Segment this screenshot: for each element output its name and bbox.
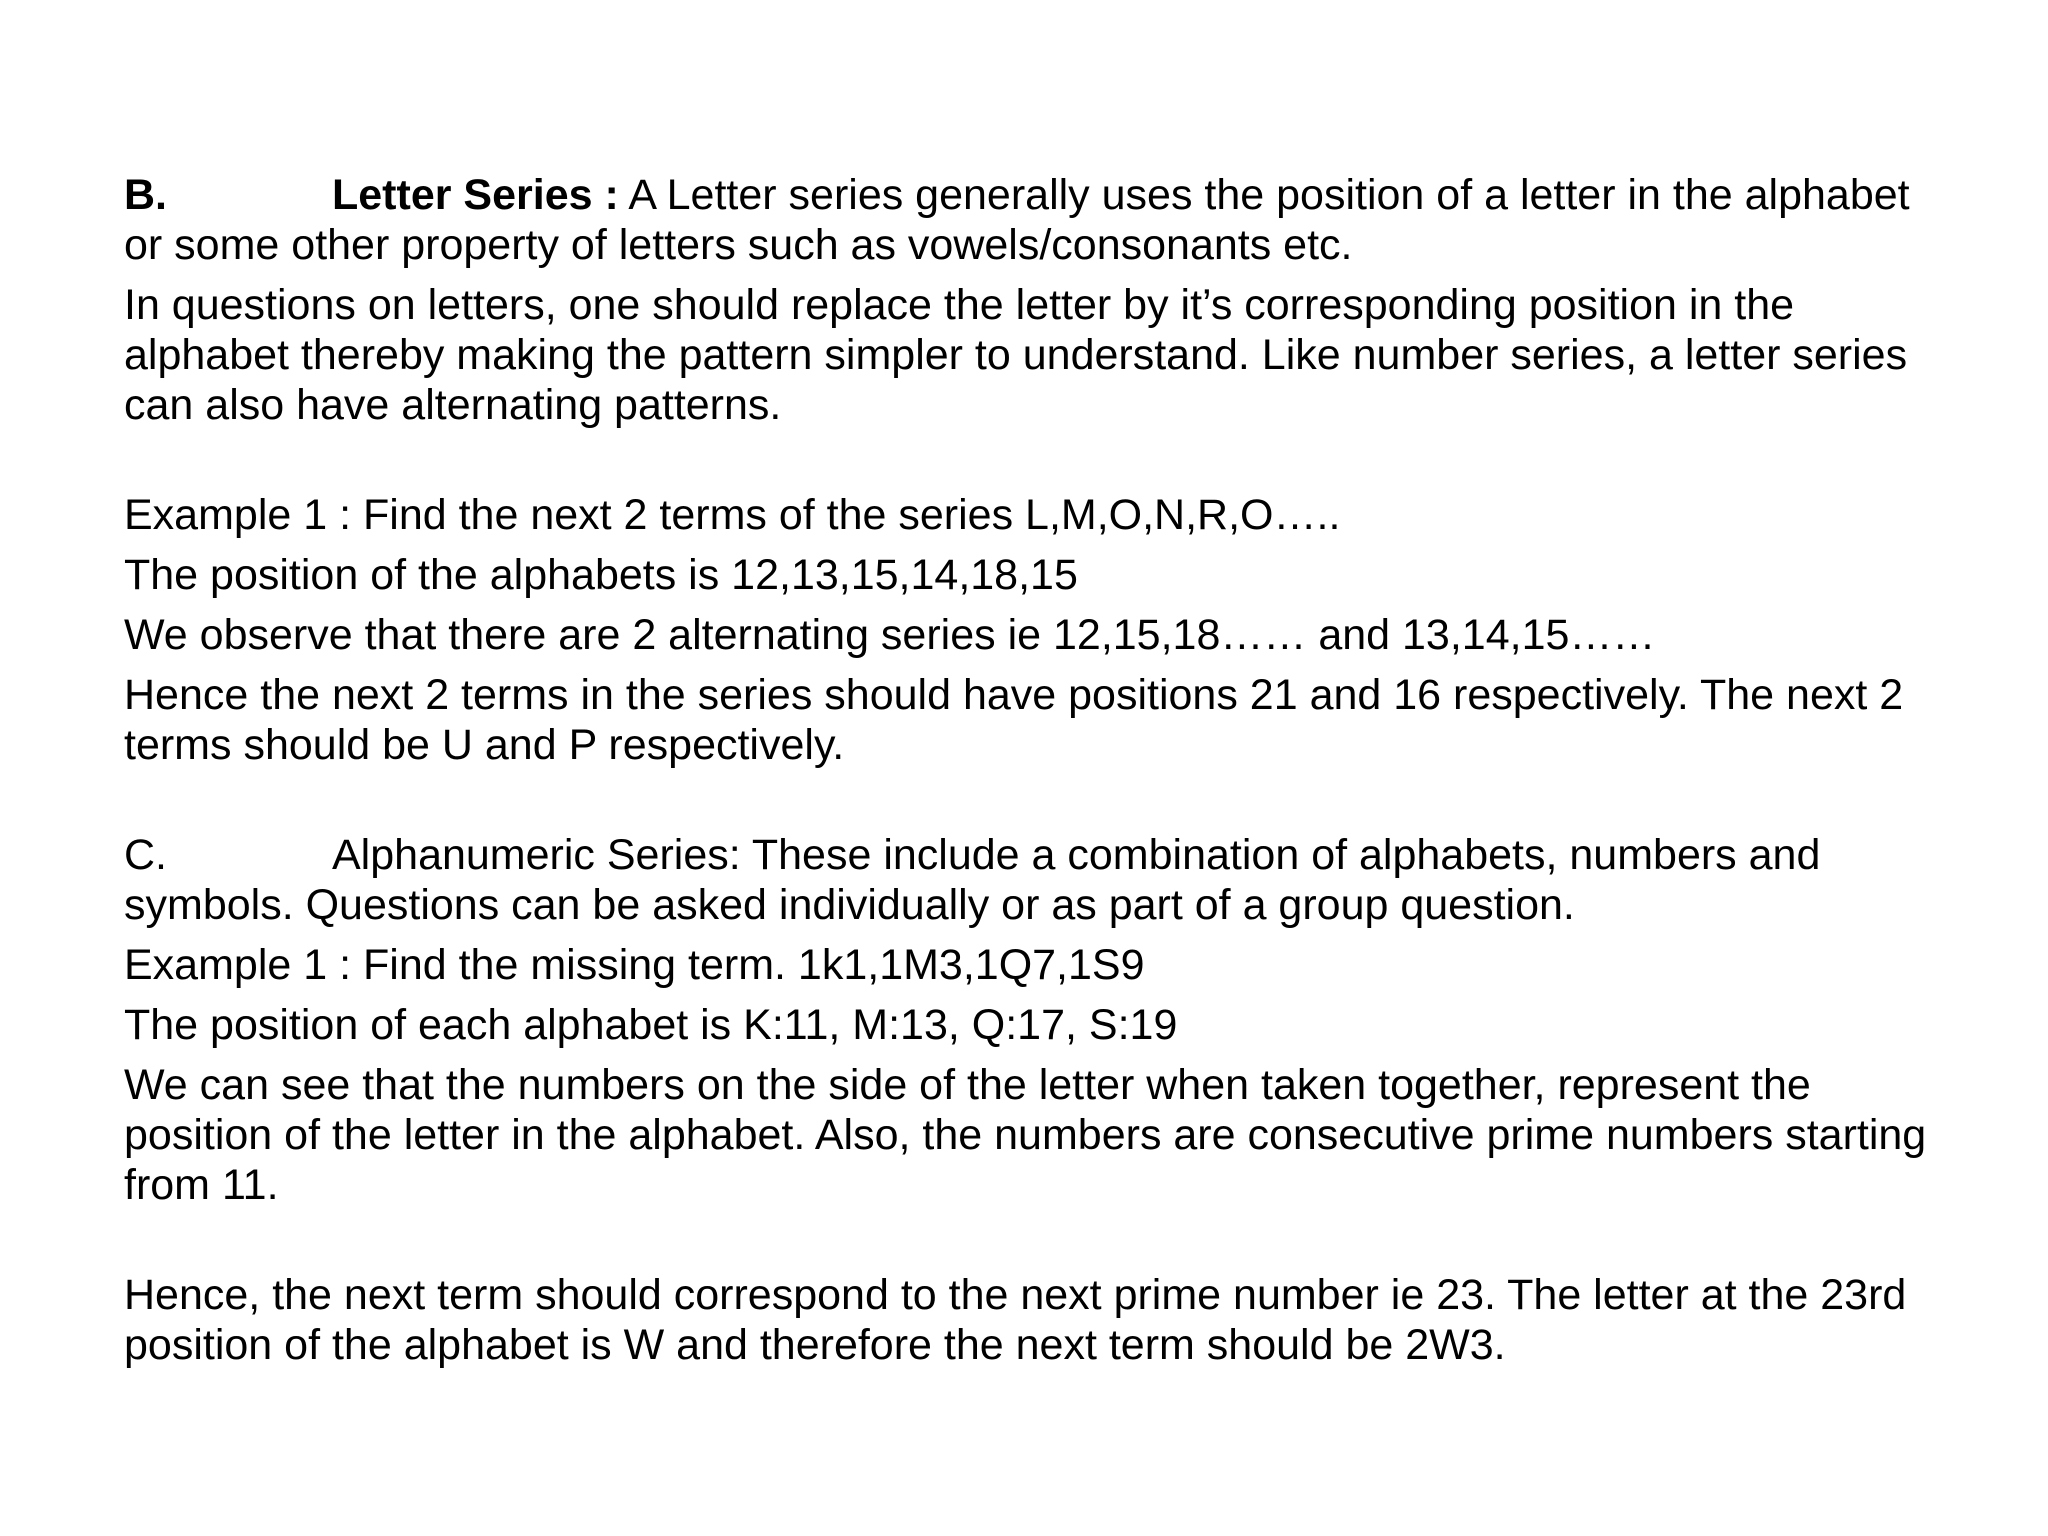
section-b-example-title: Example 1 : Find the next 2 terms of the series L,M,O,N,R,O…..	[124, 491, 1341, 539]
section-b-example-line-2: The position of the alphabets is 12,13,15,14,18,15	[124, 551, 1078, 599]
section-c-example-title: Example 1 : Find the missing term. 1k1,1M3,1Q7,1S9	[124, 941, 1145, 989]
section-c-example-line-3: We can see that the numbers on the side of the letter when taken together, represent the position of the letter in the alphabet. Also, the numbers are consecutive prime numbers starting from 11.	[124, 1061, 1927, 1209]
section-c-example-line-2: The position of each alphabet is K:11, M:13, Q:17, S:19	[124, 1001, 1178, 1049]
section-b-letter: B.	[124, 171, 167, 219]
spacer	[124, 780, 1944, 830]
spacer	[124, 1220, 1944, 1270]
section-b-example-line-3: We observe that there are 2 alternating series ie 12,15,18…… and 13,14,15……	[124, 611, 1656, 659]
slide-content	[124, 170, 1944, 1380]
spacer	[124, 440, 1944, 490]
section-c-conclusion: Hence, the next term should correspond to the next prime number ie 23. The letter at the 23rd position of the alphabet is W and therefore the next term should be 2W3.	[124, 1271, 1907, 1369]
section-b-intro-text: A Letter series generally uses the position of a letter in the alphabet or some other property of letters such as vowels/consonants etc.	[124, 171, 1910, 269]
section-c-intro-text: Alphanumeric Series: These include a combination of alphabets, numbers and symbols. Questions can be asked individually or as part of a group question.	[124, 831, 1821, 929]
section-c-letter: C.	[124, 831, 167, 879]
section-b-example-line-4: Hence the next 2 terms in the series should have positions 21 and 16 respectively. The next 2 terms should be U and P respectively.	[124, 671, 1904, 769]
section-b-heading: Letter Series :	[332, 171, 619, 219]
section-b-paragraph-2: In questions on letters, one should replace the letter by it’s corresponding position in the alphabet thereby making the pattern simpler to understand. Like number series, a letter series can also have alternating patterns.	[124, 281, 1908, 429]
section-b-intro	[124, 170, 1944, 270]
section-c-intro	[124, 830, 1944, 930]
